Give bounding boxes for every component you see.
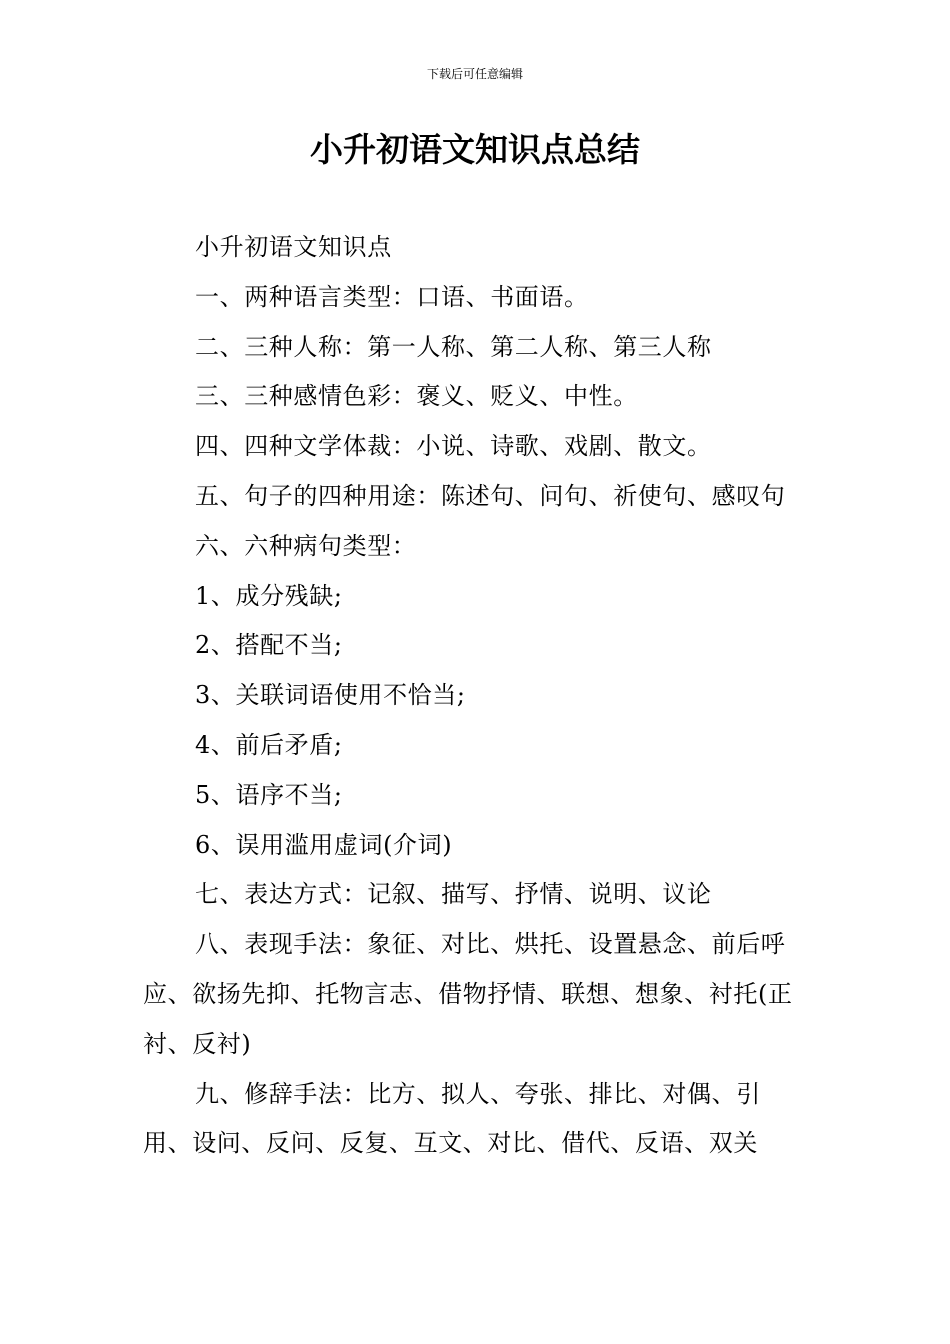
paragraph-intro: 小升初语文知识点 xyxy=(195,233,392,261)
document-body xyxy=(143,223,807,1169)
list-item: 5、语序不当; xyxy=(195,780,343,809)
paragraph-sentence-uses: 五、句子的四种用途：陈述句、问句、祈使句、感叹句 xyxy=(195,481,786,510)
paragraph-literary-genres: 四、四种文学体裁：小说、诗歌、戏剧、散文。 xyxy=(195,432,712,461)
paragraph-faulty-sentence-types: 六、六种病句类型： xyxy=(195,531,417,560)
paragraph-language-types: 一、两种语言类型：口语、书面语。 xyxy=(195,282,589,311)
list-item: 3、关联词语使用不恰当; xyxy=(195,681,466,710)
list-item: 4、前后矛盾; xyxy=(195,730,343,759)
header-note: 下载后可任意编辑 xyxy=(426,67,523,81)
paragraph-expression-modes: 七、表达方式：记叙、描写、抒情、说明、议论 xyxy=(195,880,712,909)
list-item: 6、误用滥用虚词(介词) xyxy=(195,830,453,859)
list-item: 1、成分残缺; xyxy=(195,581,343,610)
paragraph-rhetoric: 九、修辞手法：比方、拟人、夸张、排比、对偶、引用、设问、反问、反复、互文、对比、借代、反语、双关 xyxy=(143,1079,761,1158)
paragraph-persons: 二、三种人称：第一人称、第二人称、第三人称 xyxy=(195,332,712,361)
paragraph-techniques: 八、表现手法：象征、对比、烘托、设置悬念、前后呼应、欲扬先抑、托物言志、借物抒情、联想、想象、衬托(正衬、反衬) xyxy=(143,930,793,1058)
paragraph-emotional-colors: 三、三种感情色彩：褒义、贬义、中性。 xyxy=(195,382,638,411)
document-title: 小升初语文知识点总结 xyxy=(310,130,640,169)
list-item: 2、搭配不当; xyxy=(195,631,343,660)
